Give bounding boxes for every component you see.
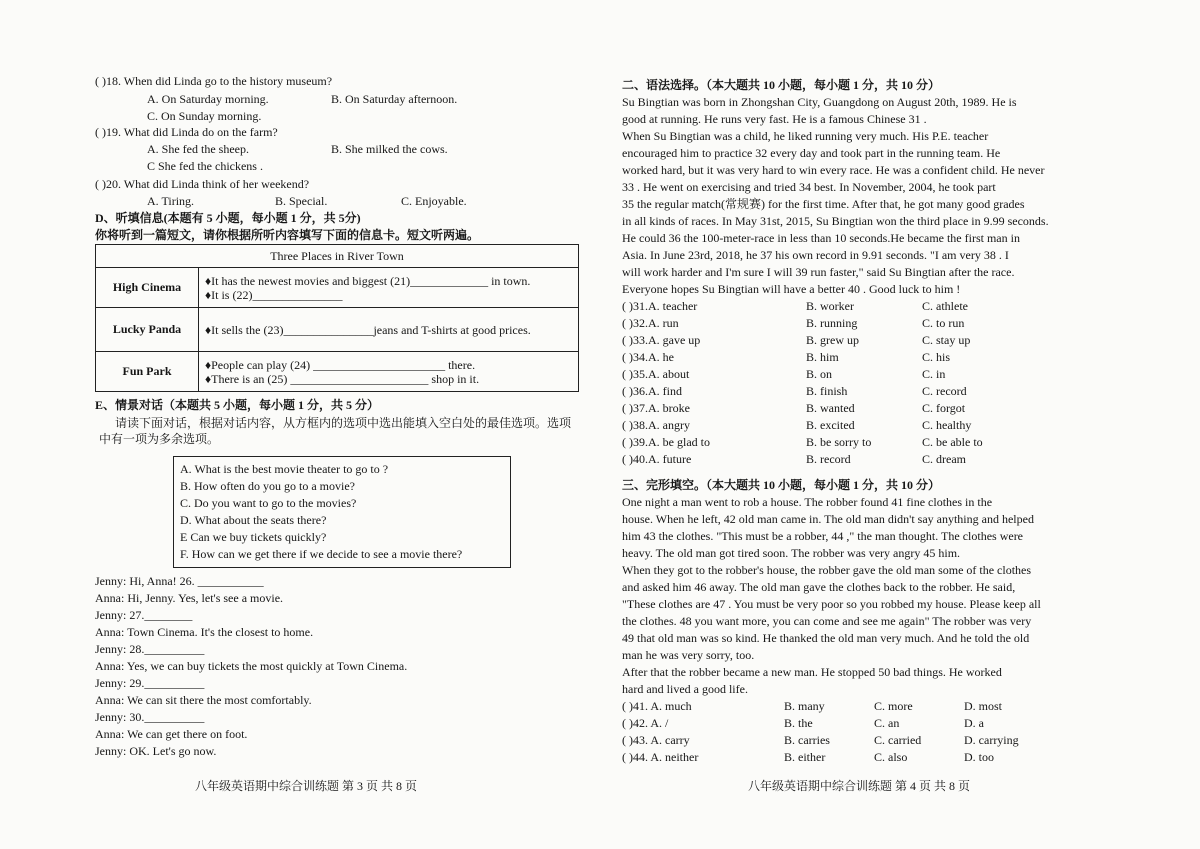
option-43-a: ( )43. A. carry bbox=[622, 733, 690, 747]
option-37-b: B. wanted bbox=[806, 401, 855, 415]
option-31-a: ( )31.A. teacher bbox=[622, 299, 698, 313]
q19-option-b: B. She milked the cows. bbox=[331, 142, 448, 156]
passage-line: will work harder and I'm sure I will 39 run faster," said Su Bingtian after the race. bbox=[622, 265, 1015, 279]
option-37-a: ( )37.A. broke bbox=[622, 401, 690, 415]
option-44-b: B. either bbox=[784, 750, 826, 764]
passage-line: man he was very sorry, too. bbox=[622, 648, 755, 662]
dialog-line: Anna: Hi, Jenny. Yes, let's see a movie. bbox=[95, 591, 284, 605]
passage-line: Asia. In June 23rd, 2018, he 37 his own record in 9.91 seconds. "I am very 38 . I bbox=[622, 248, 1009, 262]
passage-line: He could 36 the 100-meter-race in less than 10 seconds.He became the first man in bbox=[622, 231, 1020, 245]
option-42-d: D. a bbox=[964, 716, 984, 730]
box-option-b: B. How often do you go to a movie? bbox=[180, 479, 355, 493]
dialog-line: Anna: Town Cinema. It's the closest to home. bbox=[95, 625, 314, 639]
options-box bbox=[173, 456, 511, 568]
question-19: ( )19. What did Linda do on the farm? bbox=[95, 125, 278, 139]
option-41-d: D. most bbox=[964, 699, 1003, 713]
option-38-b: B. excited bbox=[806, 418, 855, 432]
dialog-line: Jenny: 29.__________ bbox=[95, 676, 205, 690]
passage-line: heavy. The old man got tired soon. The robber was very angry 45 him. bbox=[622, 546, 961, 560]
option-40-a: ( )40.A. future bbox=[622, 452, 692, 466]
dialog-line: Anna: We can sit there the most comfortably. bbox=[95, 693, 312, 707]
option-41-c: C. more bbox=[874, 699, 913, 713]
passage-line: in all kinds of races. In May 31st, 2015, Su Bingtian won the third place in 9.99 seconds. bbox=[622, 214, 1049, 228]
option-42-c: C. an bbox=[874, 716, 900, 730]
option-36-a: ( )36.A. find bbox=[622, 384, 682, 398]
passage-line: and asked him 46 away. The old man gave the clothes back to the robber. He said, bbox=[622, 580, 1016, 594]
section-2-heading: 二、语法选择。（本大题共 10 小题，每小题 1 分，共 10 分） bbox=[622, 78, 941, 92]
section-d-instruction: 你将听到一篇短文，请你根据所听内容填写下面的信息卡。短文听两遍。 bbox=[95, 228, 480, 242]
page-footer-4: 八年级英语期中综合训练题 第 4 页 共 8 页 bbox=[748, 779, 971, 793]
passage-line: worked hard, but it was very hard to win every race. He was a confident child. He never bbox=[622, 163, 1045, 177]
passage-line: When Su Bingtian was a child, he liked running very much. His P.E. teacher bbox=[622, 129, 989, 143]
fill-line-22: ♦It is (22)_______________ bbox=[205, 287, 343, 302]
passage-line: Su Bingtian was born in Zhongshan City, Guangdong on August 20th, 1989. He is bbox=[622, 95, 1017, 109]
option-36-b: B. finish bbox=[806, 384, 848, 398]
passage-line: 33 . He went on exercising and tried 34 best. In November, 2004, he took part bbox=[622, 180, 996, 194]
option-41-b: B. many bbox=[784, 699, 825, 713]
option-39-a: ( )39.A. be glad to bbox=[622, 435, 710, 449]
passage-line: One night a man went to rob a house. The robber found 41 fine clothes in the bbox=[622, 495, 993, 509]
option-32-b: B. running bbox=[806, 316, 858, 330]
q18-option-b: B. On Saturday afternoon. bbox=[331, 92, 458, 106]
option-32-c: C. to run bbox=[922, 316, 965, 330]
passage-line: After that the robber became a new man. He stopped 50 bad things. He worked bbox=[622, 665, 1002, 679]
dialog-line: Jenny: 28.__________ bbox=[95, 642, 205, 656]
dialog-line: Anna: We can get there on foot. bbox=[95, 727, 248, 741]
option-35-a: ( )35.A. about bbox=[622, 367, 690, 381]
passage-line: Everyone hopes Su Bingtian will have a better 40 . Good luck to him ! bbox=[622, 282, 961, 296]
row-content-high-cinema bbox=[199, 268, 579, 308]
fill-line-23: ♦It sells the (23)_______________jeans and T-shirts at good prices. bbox=[199, 308, 579, 352]
option-35-b: B. on bbox=[806, 367, 833, 381]
q19-option-a: A. She fed the sheep. bbox=[147, 142, 249, 156]
row-content-fun-park bbox=[199, 352, 579, 392]
passage-line: hard and lived a good life. bbox=[622, 682, 748, 696]
section-3-heading: 三、完形填空。（本大题共 10 小题，每小题 1 分，共 10 分） bbox=[622, 478, 941, 492]
box-option-c: C. Do you want to go to the movies? bbox=[180, 496, 357, 510]
option-38-c: C. healthy bbox=[922, 418, 972, 432]
option-33-b: B. grew up bbox=[806, 333, 859, 347]
option-33-c: C. stay up bbox=[922, 333, 971, 347]
option-42-b: B. the bbox=[784, 716, 813, 730]
option-44-d: D. too bbox=[964, 750, 994, 764]
dialog-line: Jenny: OK. Let's go now. bbox=[95, 744, 217, 758]
passage-line: encouraged him to practice 32 every day and took part in the running team. He bbox=[622, 146, 1001, 160]
option-43-c: C. carried bbox=[874, 733, 922, 747]
option-34-c: C. his bbox=[922, 350, 951, 364]
passage-line: When they got to the robber's house, the robber gave the old man some of the clothes bbox=[622, 563, 1032, 577]
box-option-f: F. How can we get there if we decide to see a movie there? bbox=[180, 547, 463, 561]
fill-line-21: ♦It has the newest movies and biggest (21)_____________ in town. bbox=[205, 273, 531, 288]
section-e-instruction-1: 请读下面对话，根据对话内容，从方框内的选项中选出能填入空白处的最佳选项。选项 bbox=[115, 416, 572, 430]
option-43-d: D. carrying bbox=[964, 733, 1019, 747]
fill-line-25: ♦There is an (25) _______________________ shop in it. bbox=[205, 371, 480, 386]
option-31-c: C. athlete bbox=[922, 299, 968, 313]
option-33-a: ( )33.A. gave up bbox=[622, 333, 701, 347]
info-card-title: Three Places in River Town bbox=[96, 245, 579, 268]
section-e-heading: E、情景对话（本题共 5 小题，每小题 1 分，共 5 分） bbox=[95, 398, 380, 412]
q19-option-c: C She fed the chickens . bbox=[147, 159, 263, 173]
option-34-a: ( )34.A. he bbox=[622, 350, 674, 364]
info-card-table bbox=[95, 244, 579, 392]
page-footer-3: 八年级英语期中综合训练题 第 3 页 共 8 页 bbox=[195, 779, 418, 793]
passage-line: 49 that old man was so kind. He thanked the old man very much. And he told the old bbox=[622, 631, 1030, 645]
option-35-c: C. in bbox=[922, 367, 946, 381]
passage-line: house. When he left, 42 old man came in. The old man didn't say anything and helped bbox=[622, 512, 1034, 526]
q20-option-a: A. Tiring. bbox=[147, 194, 195, 208]
option-32-a: ( )32.A. run bbox=[622, 316, 679, 330]
option-41-a: ( )41. A. much bbox=[622, 699, 692, 713]
question-20: ( )20. What did Linda think of her weekend? bbox=[95, 177, 310, 191]
question-18: ( )18. When did Linda go to the history museum? bbox=[95, 74, 333, 88]
option-39-c: C. be able to bbox=[922, 435, 983, 449]
option-31-b: B. worker bbox=[806, 299, 854, 313]
option-40-b: B. record bbox=[806, 452, 851, 466]
option-37-c: C. forgot bbox=[922, 401, 966, 415]
section-e-instruction-2: 中有一项为多余选项。 bbox=[99, 432, 220, 446]
box-option-a: A. What is the best movie theater to go to ? bbox=[180, 462, 389, 476]
dialog-line: Jenny: 27.________ bbox=[95, 608, 193, 622]
q20-option-c: C. Enjoyable. bbox=[401, 194, 467, 208]
box-option-d: D. What about the seats there? bbox=[180, 513, 327, 527]
option-40-c: C. dream bbox=[922, 452, 966, 466]
option-44-a: ( )44. A. neither bbox=[622, 750, 699, 764]
fill-line-24: ♦People can play (24) ______________________ there. bbox=[205, 357, 476, 372]
dialog-line: Jenny: Hi, Anna! 26. ___________ bbox=[95, 574, 264, 588]
option-43-b: B. carries bbox=[784, 733, 830, 747]
passage-line: good at running. He runs very fast. He is a famous Chinese 31 . bbox=[622, 112, 927, 126]
option-44-c: C. also bbox=[874, 750, 908, 764]
box-option-e: E Can we buy tickets quickly? bbox=[180, 530, 327, 544]
q18-option-a: A. On Saturday morning. bbox=[147, 92, 269, 106]
passage-line: the clothes. 48 you want more, you can come and see me again" The robber was very bbox=[622, 614, 1032, 628]
passage-line: 35 the regular match(常规赛) for the first time. After that, he got many good grades bbox=[622, 197, 1025, 211]
q18-option-c: C. On Sunday morning. bbox=[147, 109, 262, 123]
option-38-a: ( )38.A. angry bbox=[622, 418, 690, 432]
passage-line: him 43 the clothes. "This must be a robber, 44 ," the man thought. The clothes were bbox=[622, 529, 1024, 543]
q20-option-b: B. Special. bbox=[275, 194, 328, 208]
row-label-fun-park: Fun Park bbox=[96, 352, 199, 392]
passage-line: "These clothes are 47 . You must be very poor so you robbed my house. Please keep all bbox=[622, 597, 1041, 611]
section-d-heading: D、听填信息(本题有 5 小题，每小题 1 分，共 5分) bbox=[95, 211, 361, 225]
row-label-high-cinema: High Cinema bbox=[96, 268, 199, 308]
option-36-c: C. record bbox=[922, 384, 967, 398]
dialog-line: Jenny: 30.__________ bbox=[95, 710, 205, 724]
dialog-line: Anna: Yes, we can buy tickets the most quickly at Town Cinema. bbox=[95, 659, 408, 673]
row-label-lucky-panda: Lucky Panda bbox=[96, 308, 199, 352]
option-34-b: B. him bbox=[806, 350, 839, 364]
option-42-a: ( )42. A. / bbox=[622, 716, 669, 730]
option-39-b: B. be sorry to bbox=[806, 435, 872, 449]
